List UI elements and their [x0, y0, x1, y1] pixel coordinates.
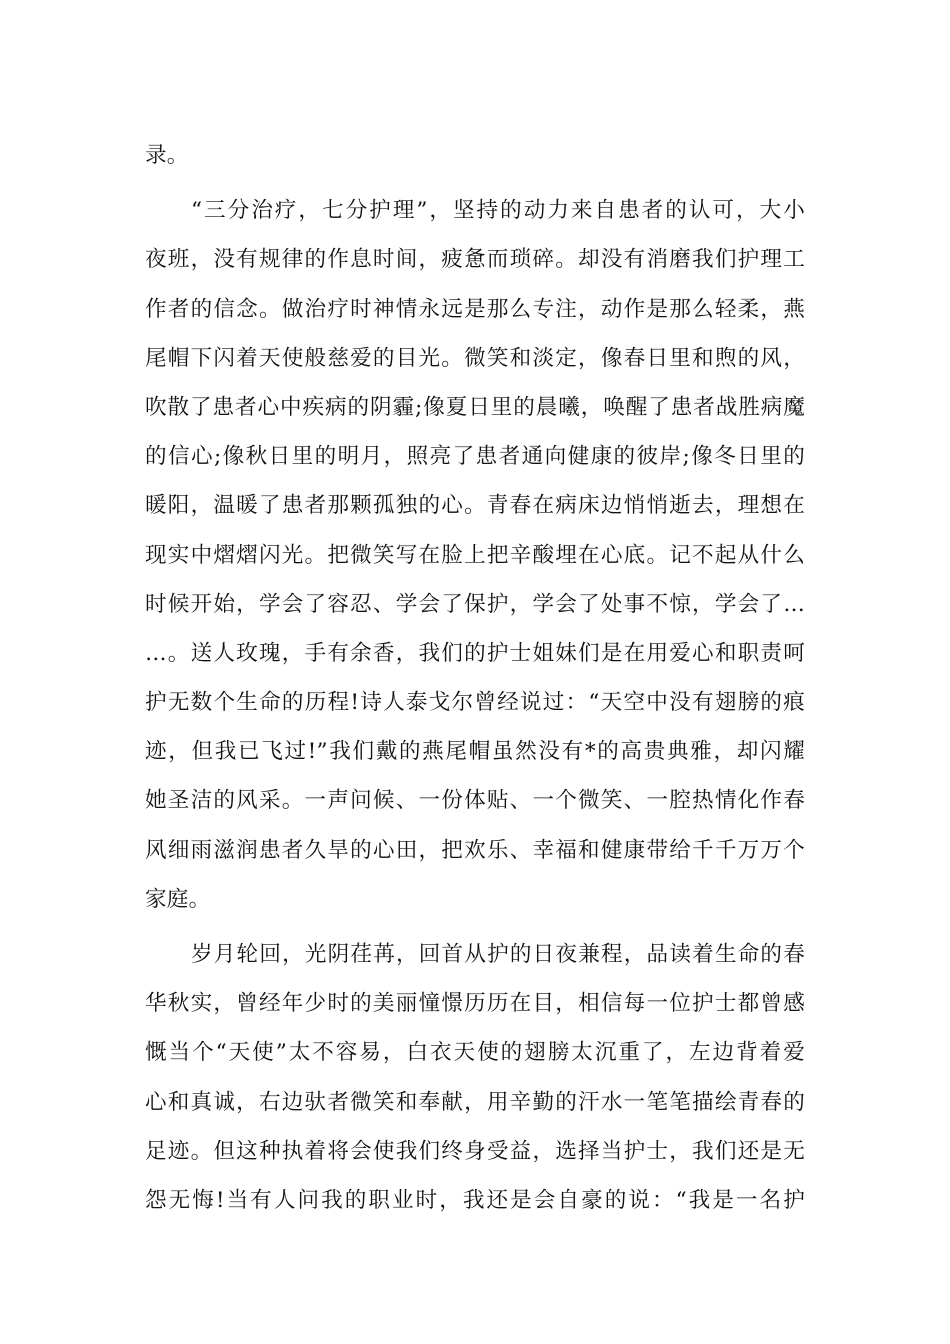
text-line: …。送人玫瑰，手有余香，我们的护士姐妹们是在用爱心和职责呵	[145, 640, 805, 666]
text-line: 慨当个“天使”太不容易，白衣天使的翅膀太沉重了，左边背着爱	[145, 1040, 805, 1066]
text-line: 吹散了患者心中疾病的阴霾;像夏日里的晨曦，唤醒了患者战胜病魔	[145, 394, 805, 420]
text-line: 暖阳，温暖了患者那颗孤独的心。青春在病床边悄悄逝去，理想在	[145, 493, 805, 519]
text-line: 的信心;像秋日里的明月，照亮了患者通向健康的彼岸;像冬日里的	[145, 444, 805, 470]
paragraph	[145, 930, 805, 1225]
text-line: 作者的信念。做治疗时神情永远是那么专注，动作是那么轻柔，燕	[145, 296, 805, 322]
text-line: 风细雨滋润患者久旱的心田，把欢乐、幸福和健康带给千千万万个	[145, 837, 805, 863]
text-line: 现实中熠熠闪光。把微笑写在脸上把辛酸埋在心底。记不起从什么	[145, 542, 805, 568]
text-line: 尾帽下闪着天使般慈爱的目光。微笑和淡定，像春日里和煦的风，	[145, 345, 805, 371]
text-line: 岁月轮回，光阴荏苒，回首从护的日夜兼程，品读着生命的春	[191, 942, 805, 967]
text-line: 迹，但我已飞过!”我们戴的燕尾帽虽然没有*的高贵典雅，却闪耀	[145, 739, 805, 765]
paragraph	[145, 186, 805, 924]
paragraph	[145, 131, 805, 180]
text-line: 心和真诚，右边驮者微笑和奉献，用辛勤的汗水一笔笔描绘青春的	[145, 1089, 805, 1115]
text-line: 家庭。	[145, 886, 211, 912]
text-line: 夜班，没有规律的作息时间，疲惫而琐碎。却没有消磨我们护理工	[145, 247, 805, 273]
text-line: “三分治疗，七分护理”，坚持的动力来自患者的认可，大小	[191, 198, 805, 224]
body-text	[145, 131, 805, 1225]
text-line: 华秋实，曾经年少时的美丽憧憬历历在目，相信每一位护士都曾感	[145, 991, 805, 1017]
text-line: 录。	[145, 143, 189, 168]
text-line: 她圣洁的风采。一声问候、一份体贴、一个微笑、一腔热情化作春	[145, 788, 805, 814]
text-line: 怨无悔!当有人问我的职业时，我还是会自豪的说：“我是一名护	[145, 1187, 805, 1213]
text-line: 足迹。但这种执着将会使我们终身受益，选择当护士，我们还是无	[145, 1138, 805, 1164]
text-line: 时候开始，学会了容忍、学会了保护，学会了处事不惊，学会了…	[145, 591, 805, 617]
text-line: 护无数个生命的历程!诗人泰戈尔曾经说过：“天空中没有翅膀的痕	[145, 690, 805, 716]
